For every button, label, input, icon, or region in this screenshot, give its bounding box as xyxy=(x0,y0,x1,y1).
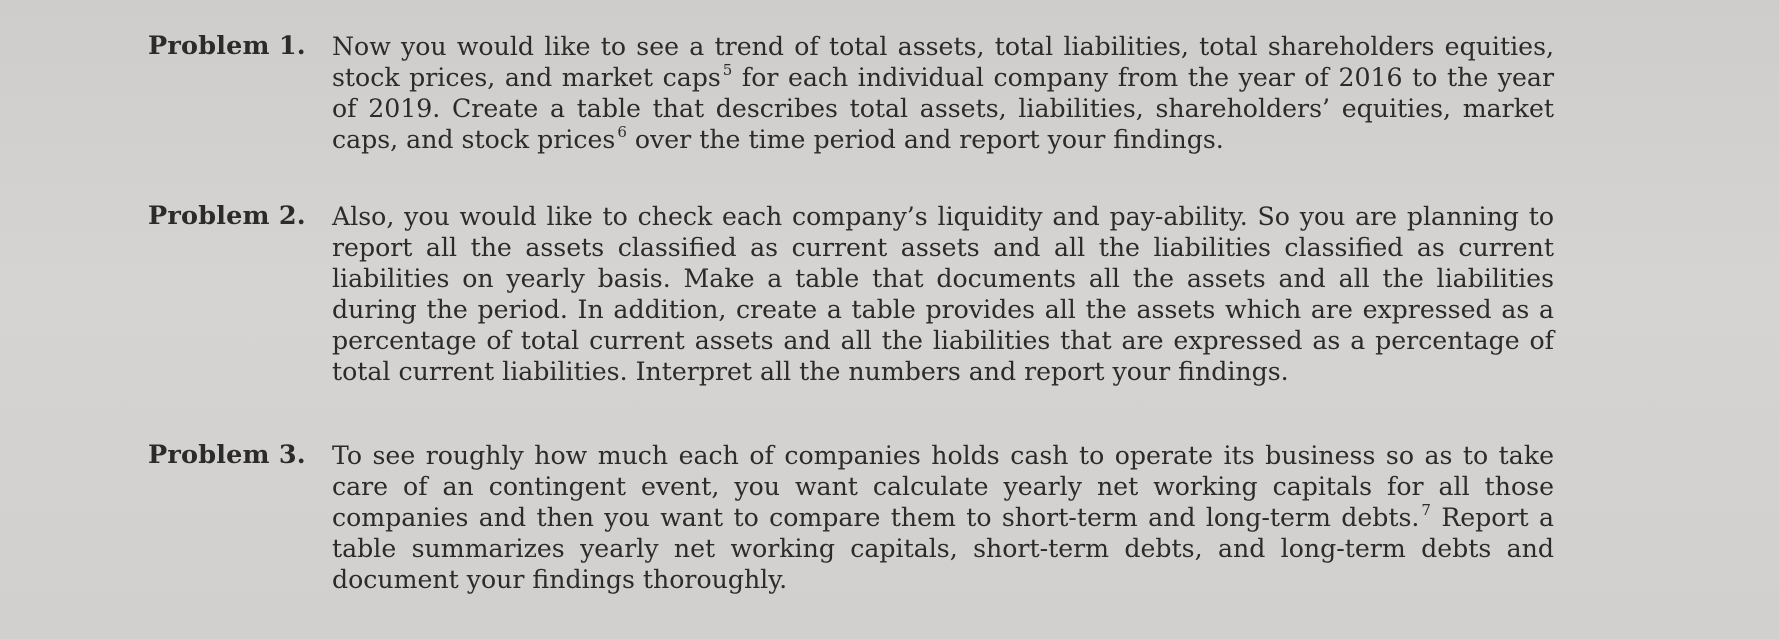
footnote-ref-6: 6 xyxy=(617,122,627,141)
problem-3-text-a: To see roughly how much each of companies holds cash to operate its business so as to take care of an contingent event, you want calculate yearly net working capitals for all those companies and then you want to compare them to short-term and long-term debts. xyxy=(332,441,1554,532)
problem-1-text-c: over the time period and report your findings. xyxy=(626,125,1224,154)
problem-1-text-a: Now you would like to see a trend of total assets, total liabilities, total shareholders equities, stock prices, and market caps xyxy=(332,32,1554,92)
problem-3-text xyxy=(332,440,1554,595)
problem-2-label: Problem 2. xyxy=(148,201,306,231)
footnote-ref-7: 7 xyxy=(1421,500,1431,519)
footnote-ref-5: 5 xyxy=(722,60,733,79)
problem-1-label: Problem 1. xyxy=(148,31,306,61)
problem-1-text-b: for each individual company from the year of 2016 to the year of 2019. Create a table that describes total assets, liabilities, shareholders’ equities, market caps, and stock prices xyxy=(332,63,1554,154)
problem-1-text xyxy=(332,31,1554,155)
problem-3-text-b: Report a table summarizes yearly net working capitals, short-term debts, and long-term debts and document your findings thoroughly. xyxy=(332,503,1554,594)
problem-2-text: Also, you would like to check each company’s liquidity and pay-ability. So you are planning to report all the assets classified as current assets and all the liabilities classified as current liabilities on yearly basis. Make a table that documents all the assets and all the liabilities during the period. In addition, create a table provides all the assets which are expressed as a percentage of total current assets and all the liabilities that are expressed as a percentage of total current liabilities. Interpret all the numbers and report your findings. xyxy=(332,202,1554,386)
problem-3-label: Problem 3. xyxy=(148,440,306,470)
